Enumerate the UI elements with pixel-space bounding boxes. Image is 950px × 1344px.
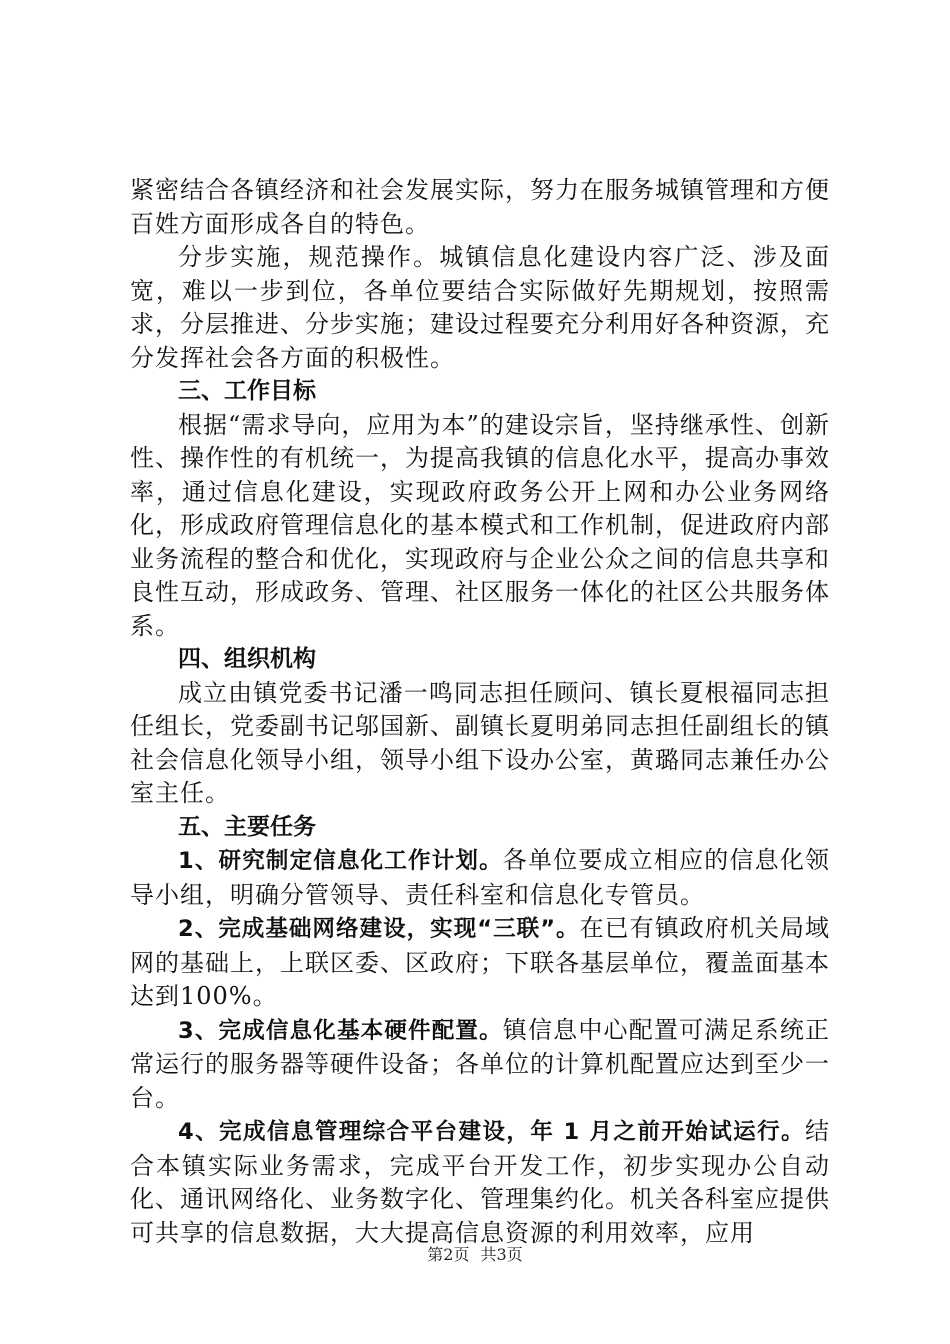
task-3 (130, 1014, 830, 1116)
task-4-text: 结合本镇实际业务需求，完成平台开发工作，初步实现办公自动化、通讯网络化、业务数字化、管理集约化。机关各科室应提供可共享的信息数据，大大提高信息资源的利用效率，应用 (130, 1117, 830, 1247)
task-1-lead: 1、研究制定信息化工作计划。 (178, 848, 503, 874)
task-1-text: 各单位要成立相应的信息化领导小组，明确分管领导、责任科室和信息化专管员。 (130, 846, 831, 909)
task-2-lead: 2、完成基础网络建设，实现“三联”。 (178, 916, 580, 942)
task-4-lead: 4、完成信息管理综合平台建设，年 1 月之前开始试运行。 (178, 1119, 805, 1145)
document-body (130, 174, 830, 1250)
task-3-text: 镇信息中心配置可满足系统正常运行的服务器等硬件设备；各单位的计算机配置应达到至少一台。 (130, 1015, 831, 1112)
task-1 (130, 844, 830, 912)
task-3-lead: 3、完成信息化基本硬件配置。 (178, 1017, 503, 1044)
paragraph-4: 成立由镇党委书记潘一鸣同志担任顾问、镇长夏根福同志担任组长，党委副书记邬国新、副镇长夏明弟同志担任副组长的镇社会信息化领导小组，领导小组下设办公室，黄璐同志兼任办公室主任。 (130, 678, 830, 807)
page-number: 第2页 (427, 1245, 470, 1264)
page-total: 共3页 (480, 1245, 523, 1264)
heading-main-tasks: 五、主要任务 (178, 813, 316, 840)
task-2-text: 在已有镇政府机关局域网的基础上，上联区委、区政府；下联各基层单位，覆盖面基本达到100%。 (130, 914, 830, 1010)
paragraph-1: 紧密结合各镇经济和社会发展实际，努力在服务城镇管理和方便百姓方面形成各自的特色。 (130, 176, 830, 238)
heading-organization: 四、组织机构 (178, 646, 316, 672)
task-4 (130, 1115, 830, 1250)
heading-work-goals: 三、工作目标 (178, 378, 316, 404)
page-footer (0, 1242, 950, 1265)
task-2 (130, 912, 830, 1014)
paragraph-2: 分步实施，规范操作。城镇信息化建设内容广泛、涉及面宽，难以一步到位，各单位要结合实际做好先期规划，按照需求，分层推进、分步实施；建设过程要充分利用好各种资源，充分发挥社会各方面的积极性。 (130, 243, 830, 372)
paragraph-3: 根据“需求导向，应用为本”的建设宗旨，坚持继承性、创新性、操作性的有机统一，为提高我镇的信息化水平，提高办事效率，通过信息化建设，实现政府政务公开上网和办公业务网络化，形成政府管理信息化的基本模式和工作机制，促进政府内部业务流程的整合和优化，实现政府与企业公众之间的信息共享和良性互动，形成政务、管理、社区服务一体化的社区公共服务体系。 (130, 410, 830, 640)
